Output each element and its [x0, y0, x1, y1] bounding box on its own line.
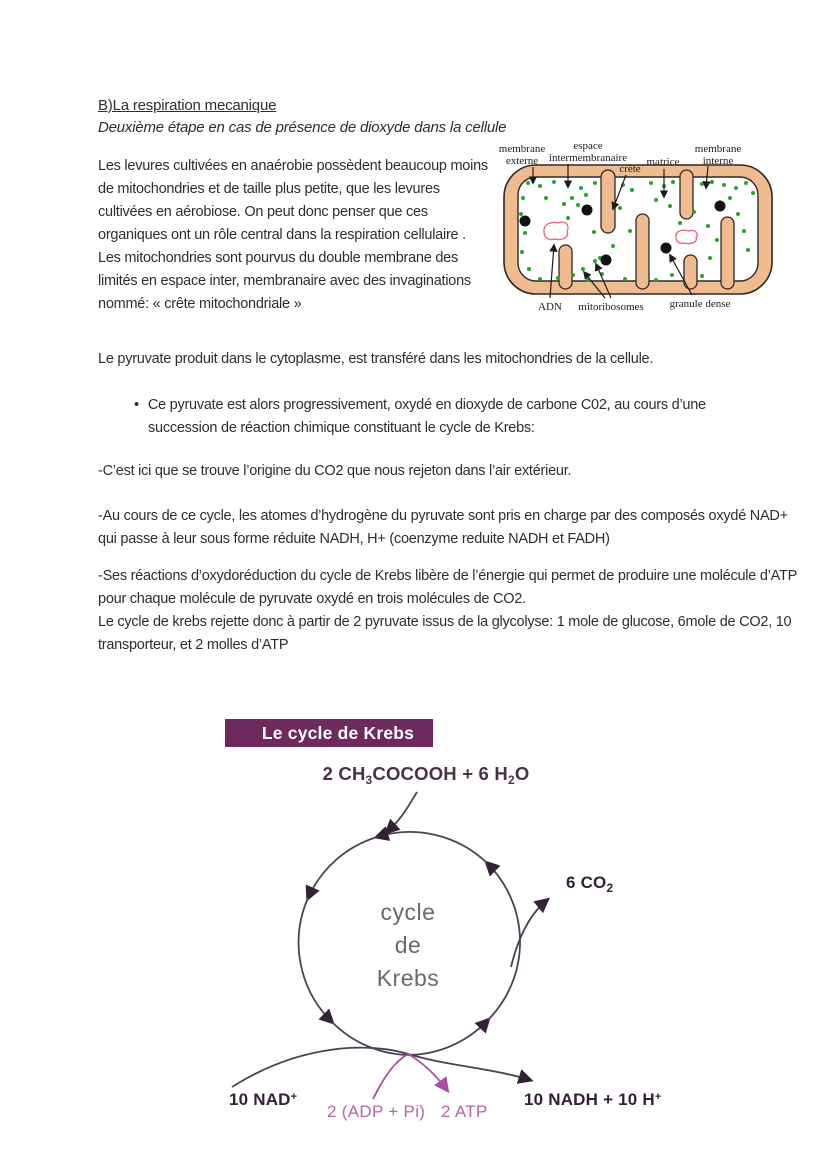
paragraph-cest-ici: -C’est ici que se trouve l’origine du CO2 que nous rejeton dans l’air extérieur.	[98, 463, 572, 479]
formula-input-arrow	[387, 792, 417, 832]
section-subheading: Deuxième étape en cas de présence de dioxyde dans la cellule	[98, 119, 507, 136]
paragraph-ses-reactions: -Ses réactions d’oxydoréduction du cycle de Krebs libère de l’énergie qui permet de produire une molécule d’ATP pour chaque molécule de pyruvate oxydé en trois molécules de CO2.	[98, 568, 797, 607]
label-mitoribosomes: mitoribosomes	[578, 301, 644, 313]
bullet-pyruvate: • Ce pyruvate est alors progressivement, oxydé en dioxyde de carbone C02, au cours d’une succession de réaction chimique constituant le cycle de Krebs:	[121, 394, 769, 440]
krebs-input-formula: 2 $CH_3COCOOH + 6$ $H_2O$	[322, 763, 530, 787]
label-membrane-externe: membrane	[498, 143, 546, 155]
nad-to-nadh-arrow	[232, 1048, 530, 1087]
label-crete: crête	[619, 163, 641, 175]
krebs-title-banner: Le cycle de Krebs	[225, 719, 433, 747]
mitochondria-figure	[480, 138, 828, 318]
paragraph-au-cours: -Au cours de ce cycle, les atomes d’hydrogène du pyruvate sont pris en charge par des composés oxydé NAD+ qui passe à leur sous forme réduite NADH, H+ (coenzyme reduite NADH et FADH)	[98, 508, 788, 547]
svg-text:interne: interne	[702, 155, 734, 167]
paragraph-le-cycle: Le cycle de krebs rejette donc à partir de 2 pyruvate issus de la glycolyse: 1 mole de glucose, 6mole de CO2, 10 transporteur, et 2 molles d’ATP	[98, 614, 792, 653]
svg-text:externe: externe	[505, 155, 539, 167]
intro-paragraphs	[98, 155, 496, 316]
label-granule-dense: granule dense	[669, 298, 731, 310]
label-2adp-pi: 2 (ADP + Pi)	[327, 1102, 426, 1121]
label-6co2: 6 $CO_2$	[566, 873, 614, 895]
label-membrane-interne: membrane	[694, 143, 742, 155]
label-matrice: matrice	[646, 156, 680, 168]
label-adn: ADN	[538, 301, 562, 313]
label-10nad: 10 NAD+	[229, 1090, 298, 1109]
label-espace-intermembranaire: espace	[573, 140, 603, 152]
paragraph-mitochondries: Les mitochondries sont pourvus du double membrane des limités en espace inter, membranaire avec des invaginations nommé: « crête mitochondriale »	[98, 250, 471, 312]
label-2atp: 2 ATP	[441, 1102, 488, 1121]
section-heading: B)La respiration mecanique	[98, 97, 277, 114]
co2-output-arrow	[511, 900, 547, 967]
paragraph-pyruvate: Le pyruvate produit dans le cytoplasme, est transféré dans les mitochondries de la cellule.	[98, 351, 654, 367]
svg-text:intermembranaire: intermembranaire	[548, 152, 628, 164]
mitochondrion-drawing	[504, 165, 772, 294]
cycle-center-label: cycle de Krebs	[376, 899, 440, 991]
paragraph-levures: Les levures cultivées en anaérobie possèdent beaucoup moins de mitochondries et de taille plus petite, que les levures cultivées en aérobiose. On peut donc penser que ces organiques ont un rôle central dans la respiration cellulaire .	[98, 158, 488, 243]
paragraph-block-krebs	[98, 565, 810, 657]
label-10nadh: 10 NADH + 10 H+	[524, 1090, 662, 1109]
